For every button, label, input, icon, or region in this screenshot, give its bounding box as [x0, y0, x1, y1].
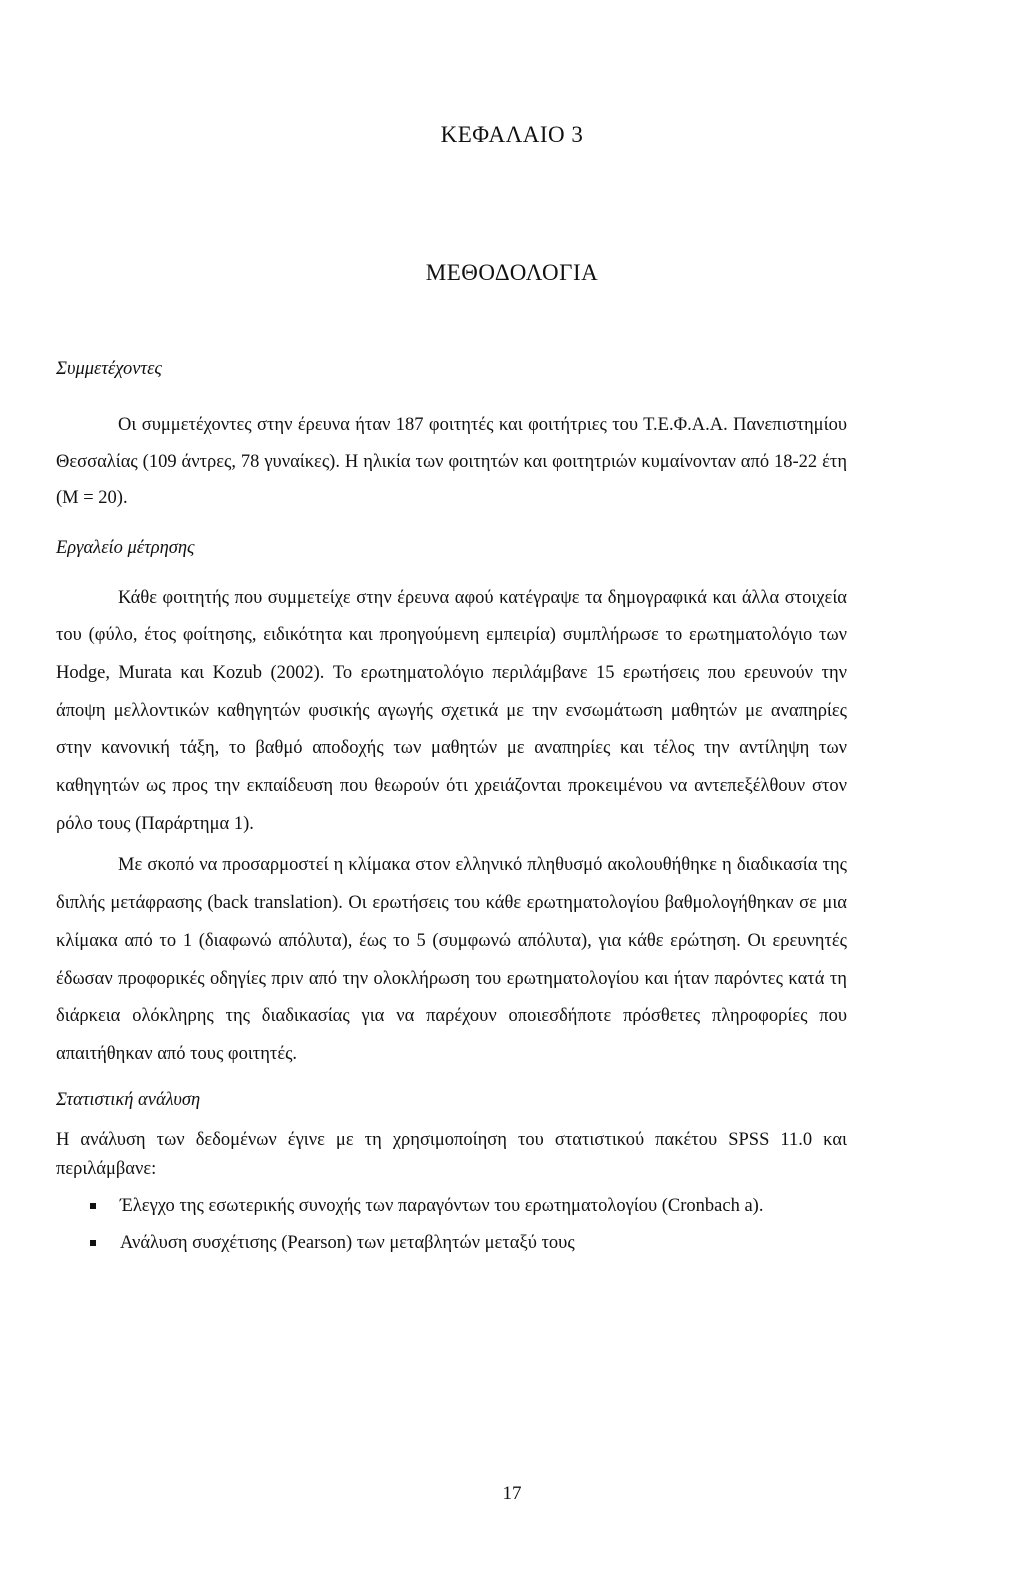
list-item-text: Έλεγχο της εσωτερικής συνοχής των παραγόντων του ερωτηματολογίου (Cronbach a). — [120, 1195, 764, 1216]
section-heading-statistics: Στατιστική ανάλυση — [56, 1089, 201, 1110]
instrument-paragraph-2: Με σκοπό να προσαρμοστεί η κλίμακα στον ελληνικό πληθυσμό ακολουθήθηκε η διαδικασία της διπλής μετάφρασης (back translation). Οι ερωτήσεις του κάθε ερωτηματολογίου βαθμολογήθηκαν σε μια κλίμακα από το 1 (διαφωνώ απόλυτα), έως το 5 (συμφωνώ απόλυτα), για κάθε ερώτηση. Οι ερευνητές έδωσαν προφορικές οδηγίες πριν από την ολοκλήρωση του ερωτηματολογίου και ήταν παρόντες κατά τη διάρκεια ολόκληρης της διαδικασίας για να παρέχουν οποιεσδήποτε πρόσθετες πληροφορίες που απαιτήθηκαν από τους φοιτητές. — [56, 855, 847, 1064]
square-bullet-icon — [90, 1203, 96, 1209]
participants-paragraph: Οι συμμετέχοντες στην έρευνα ήταν 187 φοιτητές και φοιτήτριες του Τ.Ε.Φ.Α.Α. Πανεπιστημίου Θεσσαλίας (109 άντρες, 78 γυναίκες). Η ηλικία των φοιτητών και φοιτητριών κυμαίνονταν από 18-22 έτη (M = 20). — [56, 415, 847, 508]
page-number: 17 — [502, 1483, 522, 1504]
statistics-paragraph: Η ανάλυση των δεδομένων έγινε με τη χρησιμοποίηση του στατιστικού πακέτου SPSS 11.0 και περιλάμβανε: — [56, 1129, 847, 1179]
section-heading-participants: Συμμετέχοντες — [56, 359, 162, 379]
statistics-bullet-list — [56, 1190, 847, 1260]
page-body — [56, 355, 847, 1260]
chapter-label: ΚΕΦΑΛΑΙΟ 3 — [440, 122, 584, 147]
list-item — [56, 1190, 847, 1223]
instrument-paragraph-1: Κάθε φοιτητής που συμμετείχε στην έρευνα αφού κατέγραψε τα δημογραφικά και άλλα στοιχεία του (φύλο, έτος φοίτησης, ειδικότητα και προηγούμενη εμπειρία) συμπλήρωσε το ερωτηματολόγιο των Hodge, Murata και Kozub (2002). Το ερωτηματολόγιο περιλάμβανε 15 ερωτήσεις που ερευνούν την άποψη μελλοντικών καθηγητών φυσικής αγωγής σχετικά με την ενσωμάτωση μαθητών με αναπηρίες στην κανονική τάξη, το βαθμό αποδοχής των μαθητών με αναπηρίες και τέλος την αντίληψη των καθηγητών ως προς την εκπαίδευση που θεωρούν ότι χρειάζονται προκειμένου να αντεπεξέλθουν στον ρόλο τους (Παράρτημα 1). — [56, 587, 847, 834]
square-bullet-icon — [90, 1240, 96, 1246]
section-heading-instrument: Εργαλείο μέτρησης — [56, 537, 195, 558]
list-item-text: Ανάλυση συσχέτισης (Pearson) των μεταβλητών μεταξύ τους — [120, 1232, 575, 1253]
chapter-title: ΜΕΘΟΔΟΛΟΓΙΑ — [425, 260, 599, 285]
list-item — [56, 1227, 847, 1260]
